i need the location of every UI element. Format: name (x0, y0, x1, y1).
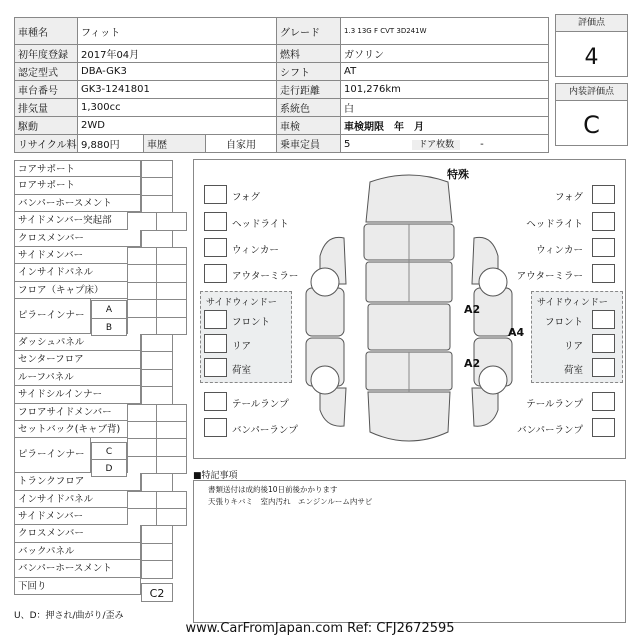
frame-check-cell-left[interactable] (127, 508, 157, 526)
headlight-right-label: ヘッドライト (526, 219, 583, 230)
notes-heading: ■特記事項 (193, 471, 238, 481)
score-value: 4 (584, 45, 599, 70)
fog-left-box[interactable] (204, 185, 227, 204)
frame-check-cell[interactable] (141, 351, 173, 369)
model-value: フィット (78, 18, 277, 45)
headlight-left-box[interactable] (204, 212, 227, 231)
sw-cargo-left-label: 荷室 (232, 365, 252, 376)
frame-check-cell[interactable] (141, 195, 173, 213)
history-value: 自家用 (206, 135, 277, 153)
frame-check-cell-left[interactable] (127, 299, 157, 317)
outer-mirror-right-label: アウターミラー (516, 271, 583, 282)
frame-row-label: サイドメンバー (14, 508, 141, 525)
damage-mark-side: A4 (508, 326, 525, 339)
frame-check-cell[interactable] (141, 386, 173, 404)
sw-rear-left-label: リア (232, 341, 252, 352)
sw-rear-left-box[interactable] (204, 334, 227, 353)
frame-row-label: クロスメンバー (14, 525, 141, 542)
sw-front-right-label: フロント (544, 317, 583, 328)
first-reg-label: 初年度登録 (15, 45, 78, 63)
frame-row-label: コアサポート (14, 160, 141, 177)
damage-mark-front-door: A2 (464, 303, 481, 316)
frame-row-label: バックパネル (14, 543, 141, 560)
fog-left-label: フォグ (232, 192, 261, 203)
inspection-value: 車検期限 年 月 (341, 117, 549, 135)
winker-right-box[interactable] (592, 238, 615, 257)
frame-check-cell-right[interactable] (156, 247, 187, 265)
winker-right-label: ウィンカー (536, 245, 583, 256)
mileage-label: 走行距離 (277, 81, 341, 99)
frame-check-cell-right[interactable] (156, 491, 187, 509)
frame-check-cell-left[interactable] (127, 264, 157, 282)
interior-score-value: C (583, 111, 600, 139)
frame-row-label: ピラーインナー (14, 299, 91, 334)
headlight-right-box[interactable] (592, 212, 615, 231)
frame-row-label: バンパーホースメント (14, 560, 141, 577)
note-line-1: 書類送付は成約後10日前後かかります (208, 485, 338, 494)
fuel-label: 燃料 (277, 45, 341, 63)
footer-reference: www.CarFromJapan.com Ref: CFJ2672595 (185, 621, 455, 636)
frame-check-cell-right[interactable] (156, 264, 187, 282)
inspection-label: 車検 (277, 117, 341, 135)
chassis-value: GK3-1241801 (78, 81, 277, 99)
frame-row-label: 下回り (14, 578, 141, 595)
fuel-value: ガソリン (341, 45, 549, 63)
tail-lamp-left-label: テールランプ (232, 399, 289, 410)
capacity-doors-cell (341, 135, 549, 153)
doors-value: - (480, 139, 484, 150)
frame-check-cell-right[interactable] (156, 508, 187, 526)
winker-left-label: ウィンカー (232, 245, 279, 256)
frame-check-cell[interactable] (141, 177, 173, 195)
frame-row-label: セットバック(キャブ背) (14, 421, 141, 438)
frame-check-cell[interactable] (141, 334, 173, 352)
diagram-title: 特殊 (447, 168, 469, 181)
displacement-label: 排気量 (15, 99, 78, 117)
fog-right-label: フォグ (554, 192, 583, 203)
frame-row-label: フロア（キャプ床） (14, 282, 141, 299)
tail-lamp-right-box[interactable] (592, 392, 615, 411)
frame-row-label: ピラーインナー (14, 438, 91, 473)
frame-check-cell-left[interactable] (127, 317, 157, 335)
mileage-value: 101,276km (341, 81, 549, 99)
bottom-mark: C2 (141, 583, 173, 602)
sw-front-left-label: フロント (232, 317, 271, 328)
winker-left-box[interactable] (204, 238, 227, 257)
cert-type-value: DBA-GK3 (78, 63, 277, 81)
frame-check-cell-left[interactable] (127, 438, 157, 456)
frame-row-label: サイドメンバー突起部 (14, 212, 141, 229)
side-window-right-title: サイドウィンドー (537, 298, 608, 308)
frame-row-label: サイドシルインナー (14, 386, 141, 403)
sub-label-b: B (91, 318, 127, 336)
displacement-value: 1,300cc (78, 99, 277, 117)
frame-row-label: ルーフパネル (14, 369, 141, 386)
bumper-lamp-left-label: バンパーランプ (232, 425, 298, 436)
frame-row-label: ダッシュパネル (14, 334, 141, 351)
headlight-left-label: ヘッドライト (232, 219, 289, 230)
sw-rear-right-label: リア (563, 341, 583, 352)
frame-check-cell-left[interactable] (127, 404, 157, 422)
side-window-left-title: サイドウィンドー (206, 298, 277, 308)
frame-row-label: フロアサイドメンバー (14, 404, 141, 421)
outer-mirror-left-box[interactable] (204, 264, 227, 283)
frame-check-cell[interactable] (141, 560, 173, 578)
outer-mirror-right-box[interactable] (592, 264, 615, 283)
frame-row-label: トランクフロア (14, 473, 141, 490)
frame-check-cell[interactable] (141, 230, 173, 248)
frame-row-label: センターフロア (14, 351, 141, 368)
frame-check-cell-right[interactable] (156, 404, 187, 422)
frame-check-cell-right[interactable] (156, 212, 187, 230)
frame-row-label: インサイドパネル (14, 491, 141, 508)
sw-cargo-right-label: 荷室 (563, 365, 583, 376)
frame-check-cell-right[interactable] (156, 317, 187, 335)
interior-score-label: 内装評価点 (556, 84, 627, 101)
capacity-value: 5 (344, 139, 351, 150)
score-box (555, 14, 628, 77)
frame-check-cell[interactable] (141, 369, 173, 387)
fog-right-box[interactable] (592, 185, 615, 204)
frame-row-label: インサイドパネル (14, 264, 141, 281)
frame-check-cell-left[interactable] (127, 247, 157, 265)
sw-rear-right-box[interactable] (592, 334, 615, 353)
frame-check-cell[interactable] (141, 543, 173, 561)
sw-cargo-left-box[interactable] (204, 358, 227, 377)
grade-value: 1.3 13G F CVT 3D241W (341, 18, 549, 45)
notes-box (193, 480, 626, 623)
frame-check-cell-left[interactable] (127, 491, 157, 509)
frame-check-cell-right[interactable] (156, 421, 187, 439)
damage-diagram (193, 159, 626, 459)
drive-value: 2WD (78, 117, 277, 135)
tail-lamp-right-label: テールランプ (526, 399, 583, 410)
sub-label-c: C (91, 442, 127, 460)
frame-check-cell-left[interactable] (127, 456, 157, 474)
frame-check-cell-left[interactable] (127, 212, 157, 230)
shift-label: シフト (277, 63, 341, 81)
interior-score-box (555, 83, 628, 146)
frame-check-cell-right[interactable] (156, 456, 187, 474)
chassis-label: 車台番号 (15, 81, 78, 99)
tail-lamp-left-box[interactable] (204, 392, 227, 411)
sw-front-left-box[interactable] (204, 310, 227, 329)
sub-label-a: A (91, 300, 127, 319)
frame-row-label: クロスメンバー (14, 230, 141, 247)
recycle-value: 9,880円 (78, 135, 144, 153)
frame-row-label: サイドメンバー (14, 247, 141, 264)
frame-check-cell[interactable] (141, 473, 173, 491)
score-label: 評価点 (556, 15, 627, 32)
first-reg-value: 2017年04月 (78, 45, 277, 63)
sw-cargo-right-box[interactable] (592, 358, 615, 377)
sw-front-right-box[interactable] (592, 310, 615, 329)
frame-check-cell[interactable] (141, 525, 173, 543)
recycle-label: リサイクル料 (15, 135, 78, 153)
sub-label-d: D (91, 459, 127, 477)
frame-row-label: ロアサポート (14, 177, 141, 194)
bumper-lamp-right-label: バンパーランプ (517, 425, 583, 436)
grade-label: グレード (277, 18, 341, 45)
frame-check-cell-left[interactable] (127, 421, 157, 439)
bumper-lamp-left-box[interactable] (204, 418, 227, 437)
bumper-lamp-right-box[interactable] (592, 418, 615, 437)
frame-check-cell-right[interactable] (156, 299, 187, 317)
damage-mark-rear-door: A2 (464, 357, 481, 370)
capacity-label: 乗車定員 (277, 135, 341, 153)
note-line-2: 天張りキバミ 室内汚れ エンジンルーム内サビ (208, 497, 373, 506)
frame-check-cell-right[interactable] (156, 282, 187, 300)
spec-table (14, 17, 549, 153)
doors-label: ドア枚数 (412, 140, 460, 150)
frame-check-cell[interactable] (141, 160, 173, 178)
drive-label: 駆動 (15, 117, 78, 135)
shift-value: AT (341, 63, 549, 81)
model-label: 車種名 (15, 18, 78, 45)
frame-check-cell-left[interactable] (127, 282, 157, 300)
frame-check-cell-right[interactable] (156, 438, 187, 456)
color-value: 白 (341, 99, 549, 117)
outer-mirror-left-label: アウターミラー (232, 271, 299, 282)
frame-row-label: バンパーホースメント (14, 195, 141, 212)
cert-type-label: 認定型式 (15, 63, 78, 81)
frame-legend: U、D：押され/曲がり/歪み (14, 611, 124, 621)
history-label: 車歴 (144, 135, 206, 153)
color-label: 系統色 (277, 99, 341, 117)
